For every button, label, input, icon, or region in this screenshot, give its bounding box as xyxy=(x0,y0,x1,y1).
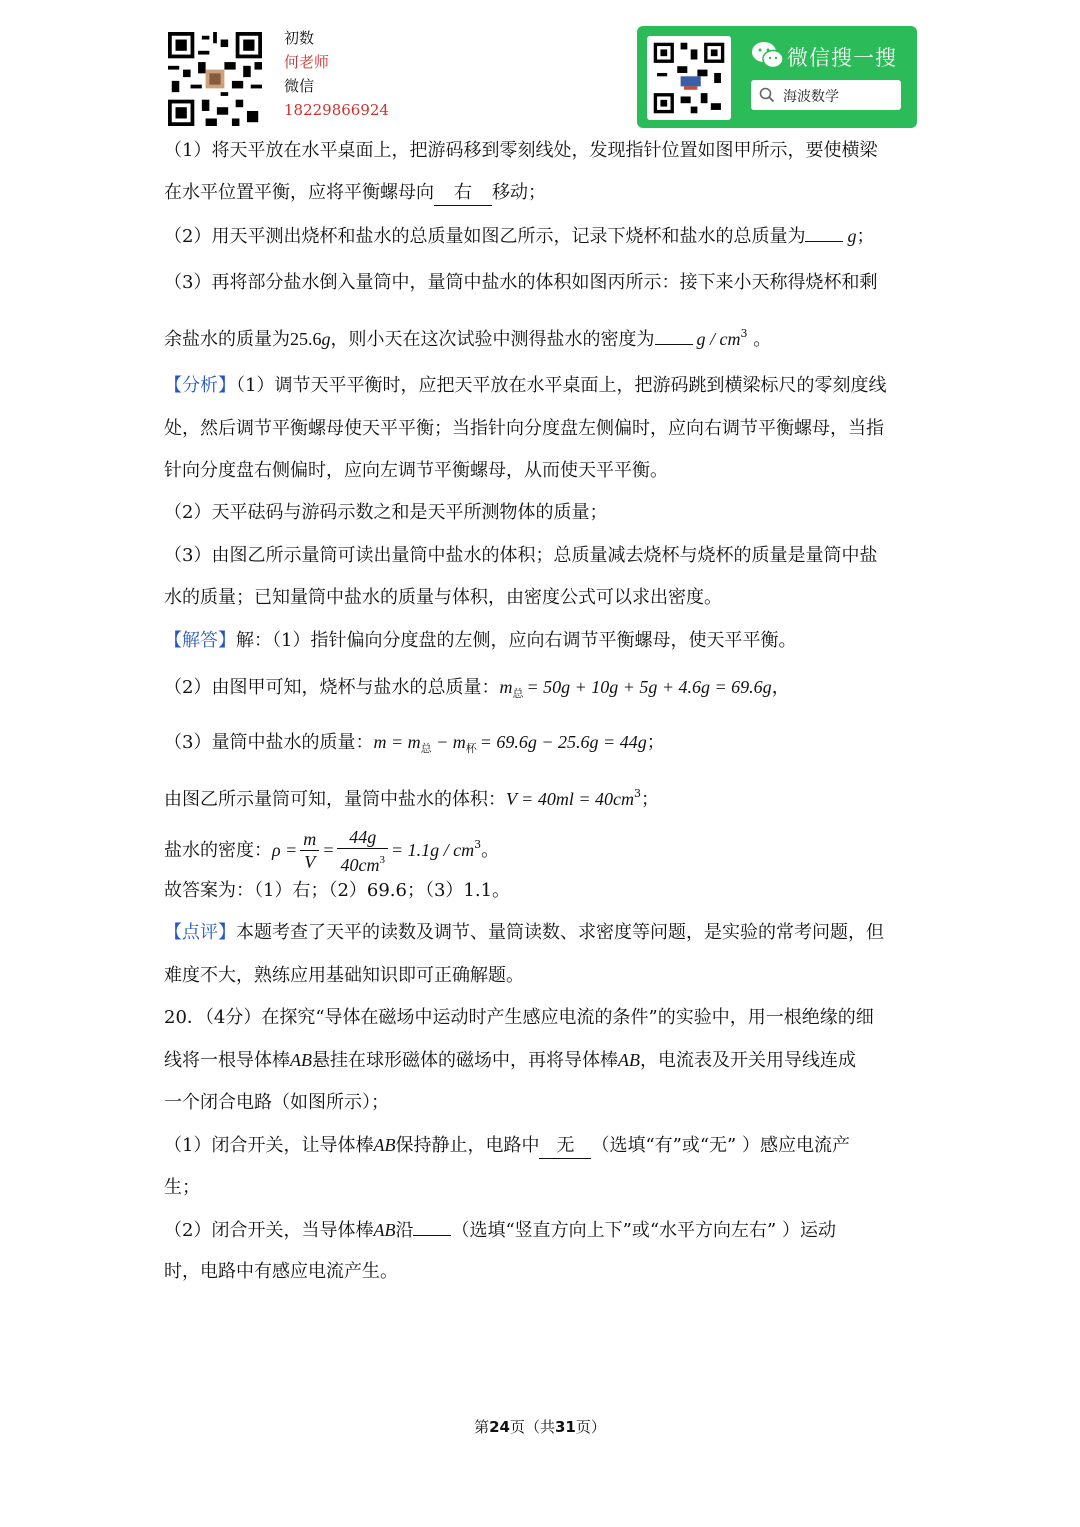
fraction-2-denominator: $40cm^3$ xyxy=(340,853,385,875)
solution-line5: 盐水的密度：ρ = $\frac{m}{V}$ = $\frac{44g}{40cm^3}$ = $1.1g / cm^3$。 xyxy=(164,826,500,875)
q19-part3-middle: ，则小天在这次试验中测得盐水的密度为 xyxy=(330,329,655,351)
solution-tag: 【解答】 xyxy=(164,629,236,651)
solution-line2: （2）由图甲可知，烧杯与盐水的总质量：$m_总 = 50g + 10g + 5g + 4.6g = 69.6g$， xyxy=(164,676,790,700)
fraction-1-numerator: m xyxy=(300,828,319,851)
wechat-qr-code-image xyxy=(647,36,731,120)
wechat-search-box xyxy=(751,80,901,110)
q19-part2-text: （2）用天平测出烧杯和盐水的总质量如图乙所示，记录下烧杯和盐水的总质量为 xyxy=(164,225,806,247)
analysis-line2: 处，然后调节平衡螺母使天平平衡；当指针向分度盘左侧偏时，应向右调节平衡螺母，当指 xyxy=(164,417,884,439)
q20-ab-3: AB xyxy=(373,1135,396,1156)
analysis-line1 xyxy=(164,365,918,407)
q20-line3: 一个闭合电路（如图所示）； xyxy=(164,1091,389,1113)
q19-part3-value: 25.6 xyxy=(290,329,322,350)
solution-line6: 故答案为：（1）右；（2）69.6；（3）1.1。 xyxy=(164,879,511,901)
fraction-2-numerator: 44g xyxy=(337,826,388,849)
solution-text-4: 由图乙所示量筒可知，量筒中盐水的体积： xyxy=(164,788,506,810)
footer-prefix: 第 xyxy=(474,1418,490,1436)
q19-part3-line2: 余盐水的质量为25.6g，则小天在这次试验中测得盐水的密度为 g / $cm^3$ 。 xyxy=(164,327,772,351)
footer-total-pages: 31 xyxy=(555,1418,576,1436)
q20-answer-blank-2 xyxy=(413,1235,451,1236)
q20-line7: 时，电路中有感应电流产生。 xyxy=(164,1261,398,1283)
q19-part3-text: 余盐水的质量为 xyxy=(164,329,290,351)
q20-text-2c: ，电流表及开关用导线连成 xyxy=(640,1050,856,1072)
analysis-line4: （2）天平砝码与游码示数之和是天平所测物体的质量； xyxy=(164,502,608,524)
q19-part3-line1: （3）再将部分盐水倒入量筒中，量筒中盐水的体积如图丙所示：接下来小天称得烧杯和剩 xyxy=(164,272,878,294)
q19-part2-end: ； xyxy=(856,225,875,247)
review-line1 xyxy=(164,912,918,954)
solution-sub-total-2: 总 xyxy=(420,741,432,755)
solution-end-2: ， xyxy=(771,676,790,698)
analysis-line6: 水的质量；已知量筒中盐水的质量与体积，由密度公式可以求出密度。 xyxy=(164,587,722,609)
q19-part2-line xyxy=(164,215,918,257)
solution-end-4: ； xyxy=(640,788,659,810)
wechat-logo-icon xyxy=(751,40,785,70)
solution-density-result: = 1.1g / cm xyxy=(390,839,475,860)
solution-equation-volume: V = 40ml = 40cm xyxy=(506,788,634,809)
q20-ab-4: AB xyxy=(373,1220,396,1241)
q20-line5: 生； xyxy=(164,1176,200,1198)
q20-ab-1: AB xyxy=(290,1050,312,1071)
q19-part2-unit: g xyxy=(847,225,857,246)
solution-line3: （3）量筒中盐水的质量：$m = m_总 - m_杯 = 69.6g - 25.6g = 44g$； xyxy=(164,731,665,755)
q19-answer-blank-3 xyxy=(655,344,693,345)
q20-text-4c: （选填“有”或“无” ）感应电流产 xyxy=(591,1135,850,1157)
contact-phone: 18229866924 xyxy=(284,101,389,119)
solution-text-2: （2）由图甲可知，烧杯与盐水的总质量： xyxy=(164,676,500,698)
q20-text-6b: 沿 xyxy=(395,1220,414,1242)
q19-part1-line2 xyxy=(164,172,918,214)
solution-line1 xyxy=(164,620,918,662)
q19-part1-line1: （1）将天平放在水平桌面上，把游码移到零刻线处，发现指针位置如图甲所示，要使横梁 xyxy=(164,140,878,161)
analysis-tag: 【分析】 xyxy=(164,375,236,397)
analysis-line3: 针向分度盘右侧偏时，应向左调节平衡螺母，从而使天平平衡。 xyxy=(164,459,668,481)
q20-text-4a: （1）闭合开关，让导体棒 xyxy=(164,1135,374,1157)
q20-text-4b: 保持静止，电路中 xyxy=(395,1135,540,1157)
footer-middle: 页（共 xyxy=(509,1418,555,1436)
wechat-search-banner xyxy=(637,26,917,128)
footer-page-number: 24 xyxy=(489,1418,510,1436)
wechat-search-text: 海波数学 xyxy=(783,89,839,105)
fraction-44g-over-40cm3 xyxy=(337,826,388,876)
search-icon xyxy=(759,87,775,103)
q19-part3-unit1: g xyxy=(321,329,331,350)
wechat-search-title: 微信搜一搜 xyxy=(787,46,897,70)
q20-ab-2: AB xyxy=(618,1050,640,1071)
contact-teacher: 何老师 xyxy=(284,53,330,71)
q20-text-6a: （2）闭合开关，当导体棒 xyxy=(164,1220,374,1242)
solution-text-5: 盐水的密度： xyxy=(164,839,272,861)
q19-answer-blank-2 xyxy=(805,241,843,242)
contact-subject: 初数 xyxy=(284,29,315,47)
q20-answer-blank-1: 无 xyxy=(539,1134,591,1159)
q19-part1-end: 移动； xyxy=(492,182,546,204)
solution-equation-total-mass: = 50g + 10g + 5g + 4.6g = 69.6g xyxy=(526,676,772,697)
q20-text-6c: （选填“竖直方向上下”或“水平方向左右” ）运动 xyxy=(451,1220,836,1242)
analysis-text-1: （1）调节天平平衡时，应把天平放在水平桌面上，把游码跳到横梁标尺的零刻度线 xyxy=(236,375,887,397)
q20-text-2b: 悬挂在球形磁体的磁场中，再将导体棒 xyxy=(312,1050,618,1072)
q19-part3-end: 。 xyxy=(753,329,772,351)
fraction-1-denominator: V xyxy=(304,852,316,873)
contact-wechat-label: 微信 xyxy=(284,77,315,95)
solution-end-5: 。 xyxy=(481,839,500,861)
contact-info xyxy=(284,26,389,122)
solution-sub-total-1: 总 xyxy=(512,686,524,700)
solution-text-3: （3）量筒中盐水的质量： xyxy=(164,731,374,753)
solution-text-1: 解：（1）指针偏向分度盘的左侧，应向右调节平衡螺母，使天平平衡。 xyxy=(236,629,797,651)
q19-answer-blank-1: 右 xyxy=(434,181,492,206)
fraction-m-over-v xyxy=(300,828,319,873)
qr-code-image xyxy=(168,32,262,126)
document-body xyxy=(164,130,918,1294)
q20-line6 xyxy=(164,1209,918,1251)
review-tag: 【点评】 xyxy=(164,922,236,944)
analysis-line5: （3）由图乙所示量筒可读出量筒中盐水的体积；总质量减去烧杯与烧杯的质量是量筒中盐 xyxy=(164,544,878,566)
fraction-2-denominator-text: 40cm xyxy=(340,854,380,875)
solution-line4: 由图乙所示量筒可知，量筒中盐水的体积：$V = 40ml = 40cm^3$； xyxy=(164,786,659,810)
review-text-1: 本题考查了天平的读数及调节、量筒读数、求密度等问题，是实验的常考问题，但 xyxy=(236,922,884,944)
q20-text-2a: 线将一根导体棒 xyxy=(164,1050,290,1072)
page-footer xyxy=(0,1416,1080,1437)
solution-end-3: ； xyxy=(646,731,665,753)
footer-suffix: 页） xyxy=(575,1418,606,1436)
q20-line1: 20．（4分）在探究“导体在磁场中运动时产生感应电流的条件”的实验中，用一根绝缘的细 xyxy=(164,1007,874,1029)
q19-part3-unit2: g / cm xyxy=(696,329,741,350)
solution-equation-salt-mass: = 69.6g − 25.6g = 44g xyxy=(479,731,647,752)
solution-sub-cup: 杯 xyxy=(465,741,477,755)
q20-line2 xyxy=(164,1039,918,1081)
q20-line4 xyxy=(164,1124,918,1166)
review-line2: 难度不大，熟练应用基础知识即可正确解题。 xyxy=(164,964,524,986)
q19-part1-text: 在水平位置平衡，应将平衡螺母向 xyxy=(164,182,434,204)
